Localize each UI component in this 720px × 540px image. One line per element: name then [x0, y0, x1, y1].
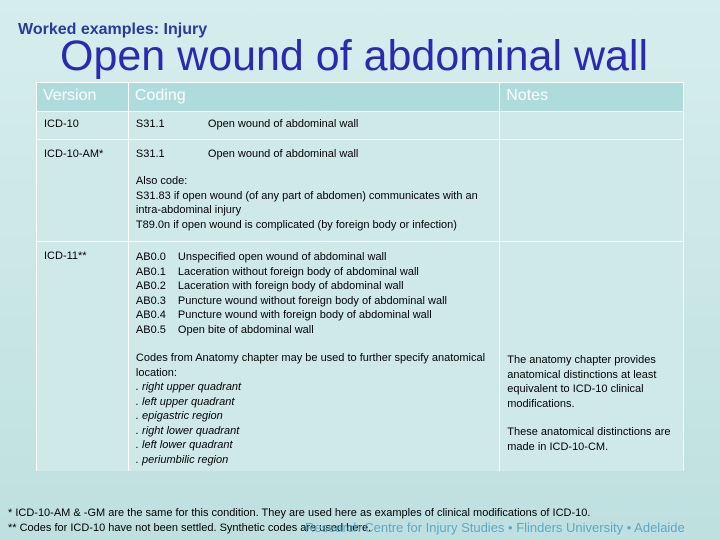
code-description: Open wound of abdominal wall: [207, 148, 359, 160]
slide-title: Open wound of abdominal wall: [60, 32, 649, 80]
also-code-text: Also code: S31.83 if open wound (of any part of abdomen) communicates with an intra-abdominal injury T89.0n if open wound is complicated (by foreign body or infection): [135, 175, 478, 231]
code-value: S31.1: [135, 148, 165, 160]
coding-cell: [128, 140, 499, 242]
code-value: S31.1: [135, 118, 165, 130]
list-item: AB0.0 Unspecified open wound of abdominal wall: [135, 251, 387, 263]
icd11-code-list: [136, 250, 492, 337]
footnote-1: * ICD-10-AM & -GM are the same for this condition. They are used here as examples of clinical modifications of ICD-10.: [8, 507, 591, 519]
list-item: AB0.5 Open bite of abdominal wall: [135, 323, 314, 336]
location-item: . left lower quadrant: [135, 439, 233, 451]
list-item: AB0.1 Laceration without foreign body of abdominal wall: [135, 265, 419, 278]
anatomy-intro: Codes from Anatomy chapter may be used to further specify anatomical location:: [135, 352, 486, 379]
location-item: . right lower quadrant: [135, 424, 240, 437]
notes-cell: [500, 112, 684, 140]
location-item: . left upper quadrant: [135, 395, 235, 408]
coding-cell: [128, 112, 499, 140]
coding-cell: [128, 242, 499, 472]
note-text: These anatomical distinctions are made in ICD-10-CM.: [507, 426, 671, 453]
version-cell: ICD-11**: [37, 242, 129, 472]
footnote-2: ** Codes for ICD-10 have not been settled. Synthetic codes are used here.: [8, 522, 372, 534]
slide-subtitle: Worked examples: Injury: [18, 21, 208, 38]
location-item: . periumbilic region: [135, 453, 229, 466]
version-cell: ICD-10: [37, 112, 129, 140]
list-item: AB0.3 Puncture wound without foreign body of abdominal wall: [135, 294, 447, 307]
note-text: The anatomy chapter provides anatomical distinctions at least equivalent to ICD-10 clinical modifications.: [507, 354, 657, 410]
code-description: Open wound of abdominal wall: [207, 118, 359, 130]
coding-table: [36, 82, 684, 471]
table-header-row: [37, 83, 684, 112]
version-cell: ICD-10-AM*: [37, 140, 129, 242]
table-row: [37, 242, 684, 472]
list-item: AB0.2 Laceration with foreign body of abdominal wall: [135, 280, 404, 292]
organization-footer: Research Centre for Injury Studies • Flinders University • Adelaide: [305, 520, 685, 535]
location-item: . epigastric region: [135, 410, 223, 422]
header-version: Version: [37, 83, 129, 112]
list-item: AB0.4 Puncture wound with foreign body of abdominal wall: [135, 309, 432, 321]
notes-cell: [500, 140, 684, 242]
notes-cell: [500, 242, 684, 472]
header-notes: Notes: [500, 83, 684, 112]
header-coding: Coding: [128, 83, 499, 112]
location-item: . right upper quadrant: [135, 381, 242, 393]
table-row: [37, 140, 684, 242]
table-row: [37, 112, 684, 140]
